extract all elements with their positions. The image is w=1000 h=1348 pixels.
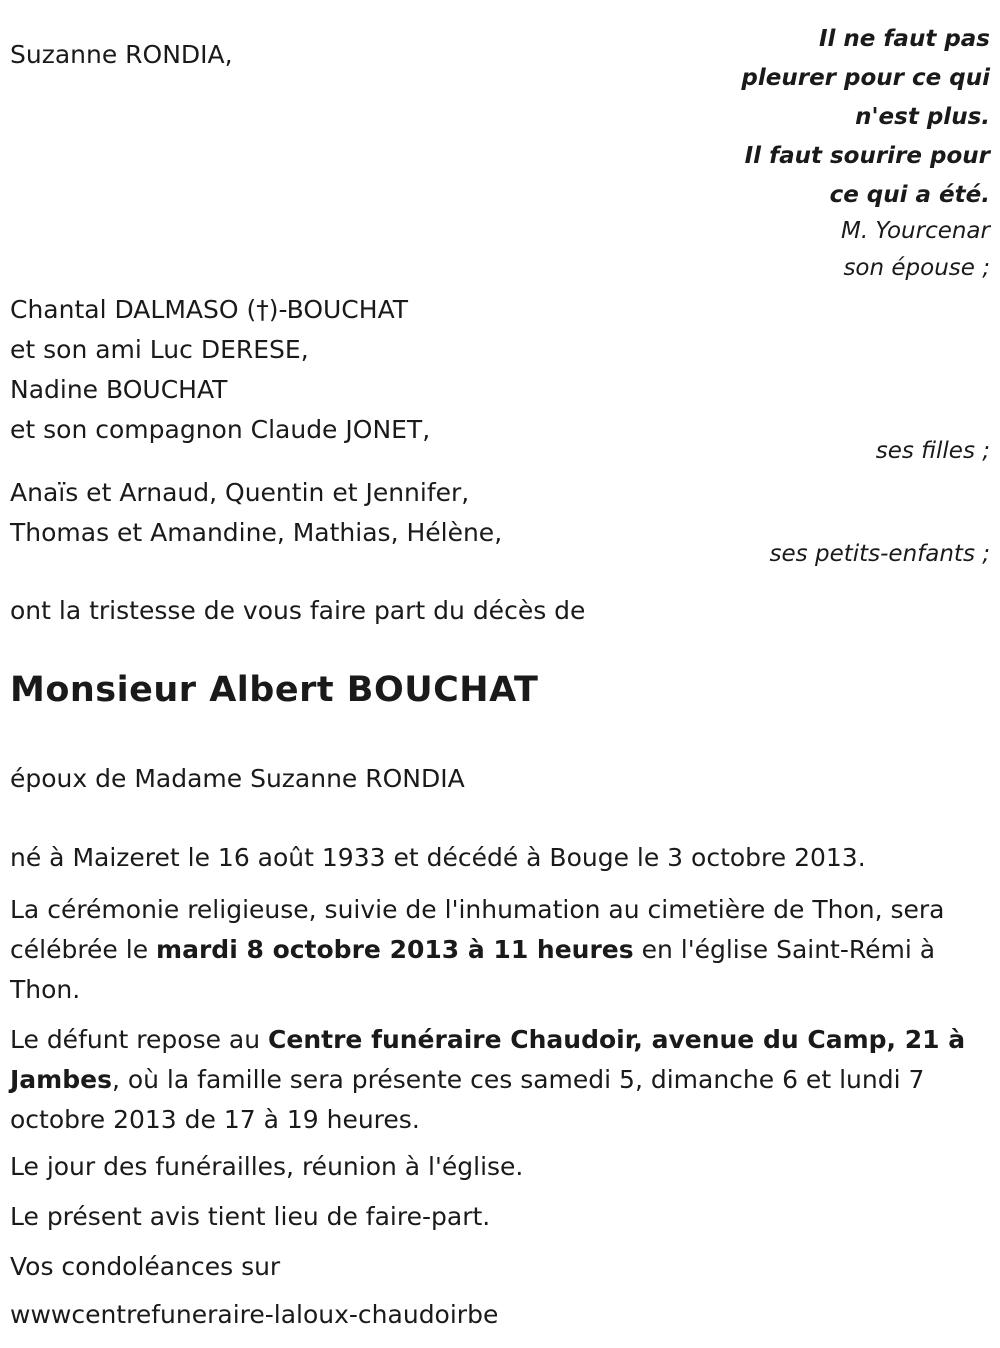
grandchildren-line: Anaïs et Arnaud, Quentin et Jennifer, xyxy=(10,478,470,507)
daughters-block xyxy=(10,290,430,450)
quote-line: ce qui a été. xyxy=(829,182,990,208)
quote-block xyxy=(741,20,990,215)
daughter-line: Chantal DALMASO (†)-BOUCHAT xyxy=(10,295,408,324)
daughter-line: et son compagnon Claude JONET, xyxy=(10,415,431,444)
grandchildren-block xyxy=(10,473,502,553)
repose-text: , où la famille sera présente ces samedi 5, dimanche 6 et lundi 7 octobre 2013 de 17 à 19 heures. xyxy=(10,1065,925,1134)
deceased-name: Monsieur Albert BOUCHAT xyxy=(10,670,539,710)
quote-author: M. Yourcenar xyxy=(840,218,990,244)
notice: Le présent avis tient lieu de faire-part. xyxy=(10,1202,491,1231)
grandchildren-role: ses petits-enfants ; xyxy=(769,541,990,567)
website-link[interactable]: wwwcentrefuneraire-laloux-chaudoirbe xyxy=(10,1300,499,1329)
repose-text: Le défunt repose au xyxy=(10,1025,269,1054)
quote-line: Il ne faut pas xyxy=(818,26,990,52)
birth-death: né à Maizeret le 16 août 1933 et décédé à Bouge le 3 octobre 2013. xyxy=(10,843,866,872)
grandchildren-line: Thomas et Amandine, Mathias, Hélène, xyxy=(10,518,503,547)
spouse-of: époux de Madame Suzanne RONDIA xyxy=(10,764,465,793)
announcement: ont la tristesse de vous faire part du décès de xyxy=(10,596,586,625)
repose-location: Centre funéraire Chaudoir, avenue du Camp, 21 à Jambes xyxy=(10,1025,966,1094)
ceremony-text: en l'église Saint-Rémi à Thon. xyxy=(10,935,936,1004)
funeral-day: Le jour des funérailles, réunion à l'église. xyxy=(10,1152,524,1181)
repose-paragraph xyxy=(10,1020,970,1140)
quote-line: pleurer pour ce qui xyxy=(741,65,990,91)
daughter-line: et son ami Luc DERESE, xyxy=(10,335,309,364)
daughter-line: Nadine BOUCHAT xyxy=(10,375,228,404)
spouse-role: son épouse ; xyxy=(843,255,990,281)
ceremony-date: mardi 8 octobre 2013 à 11 heures xyxy=(156,935,634,964)
spouse-name: Suzanne RONDIA, xyxy=(10,40,233,69)
quote-line: n'est plus. xyxy=(855,104,990,130)
ceremony-text: La cérémonie religieuse, suivie de l'inhumation au cimetière de Thon, sera célébrée le xyxy=(10,895,945,964)
quote-line: Il faut sourire pour xyxy=(744,143,990,169)
ceremony-paragraph xyxy=(10,890,970,1010)
daughters-role: ses filles ; xyxy=(875,438,990,464)
condolences-label: Vos condoléances sur xyxy=(10,1252,281,1281)
